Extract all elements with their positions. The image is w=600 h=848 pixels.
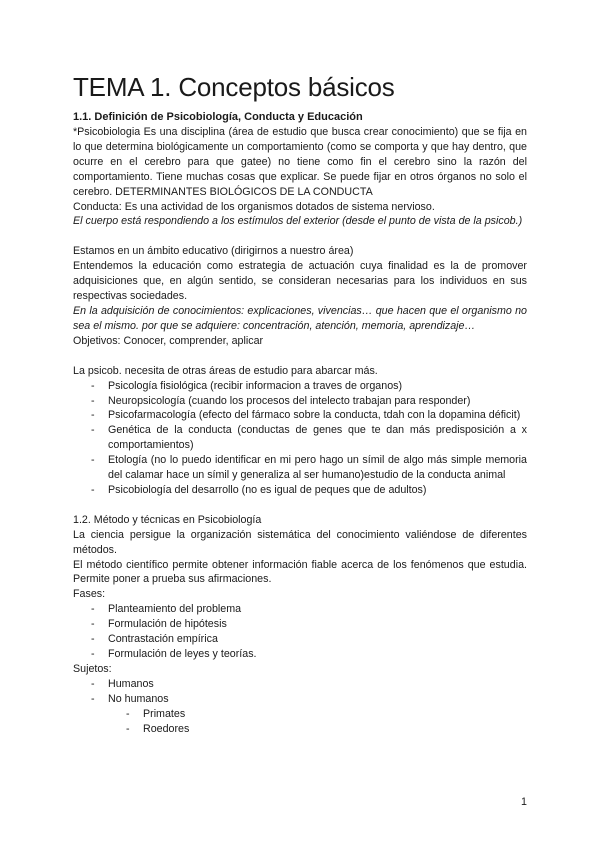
sujetos-list: [73, 677, 527, 737]
psicobiologia-definition: *Psicobiologia Es una disciplina (área de estudio que busca crear conocimiento) que se fija en lo que determina biológicamente un comportamiento (como se comporta y que hay dentro, que ocurre en el cerebro para que gatee) no tiene como fin el cerebro sino la razón del comportamiento. Tiene muchas cosas que explicar. Se puede fijar en otros órganos no solo el cerebro. DETERMINANTES BIOLÓGICOS DE LA CONDUCTA: [73, 126, 527, 198]
areas-list: [73, 379, 527, 498]
educacion-definition: Entendemos la educación como estrategia de actuación cuya finalidad es la de promover adquisiciones que, en algún sentido, se consideran necesarias para los individuos en sus respectivas sociedades.: [73, 260, 527, 303]
list-item: - Formulación de hipótesis: [73, 617, 527, 632]
ciencia-paragraph: La ciencia persigue la organización sistemática del conocimiento valiéndose de diferentes métodos.: [73, 528, 527, 556]
areas-intro: La psicob. necesita de otras áreas de estudio para abarcar más.: [73, 364, 378, 377]
conducta-note: El cuerpo está respondiendo a los estímulos del exterior (desde el punto de vista de la psicob.): [73, 215, 523, 228]
section-1: [73, 110, 527, 498]
list-item-label: No humanos: [108, 692, 169, 705]
metodo-paragraph: El método científico permite obtener información fiable acerca de los fenómenos que estudia. Permite poner a prueba sus afirmaciones.: [73, 558, 527, 586]
sujetos-label: Sujetos:: [73, 662, 112, 675]
fases-label: Fases:: [73, 588, 106, 601]
spacer: [73, 349, 527, 364]
list-item: - Contrastación empírica: [73, 632, 527, 647]
no-humanos-sublist: [108, 707, 527, 737]
list-item: - Etología (no lo puedo identificar en mi pero hago un símil de algo más simple memoria del calamar hace un símil y generaliza al ser humano)estudio de la conducta animal: [73, 453, 527, 483]
list-item: - Psicobiología del desarrollo (no es igual de peques que de adultos): [73, 483, 527, 498]
section-1-heading: 1.1. Definición de Psicobiología, Conducta y Educación: [73, 111, 363, 123]
section-2-heading: 1.2. Método y técnicas en Psicobiología: [73, 513, 262, 526]
spacer: [73, 229, 527, 244]
conducta-definition: Conducta: Es una actividad de los organismos dotados de sistema nervioso.: [73, 200, 435, 213]
spacer: [73, 498, 527, 513]
list-item: [73, 692, 527, 737]
page-number: 1: [521, 796, 527, 808]
educacion-intro: Estamos en un ámbito educativo (dirigirnos a nuestro área): [73, 245, 354, 258]
fases-list: [73, 602, 527, 662]
list-item: - Psicología fisiológica (recibir informacion a traves de organos): [73, 379, 527, 394]
educacion-note: En la adquisición de conocimientos: explicaciones, vivencias… que hacen que el organismo no sea el mismo. por que se adquiere: concentración, atención, memoria, aprendizaje…: [73, 304, 527, 332]
list-item: - Planteamiento del problema: [73, 602, 527, 617]
list-item: - Psicofarmacología (efecto del fármaco sobre la conducta, tdah con la dopamina déficit): [73, 408, 527, 423]
page-title: TEMA 1. Conceptos básicos: [73, 72, 395, 102]
section-2: [73, 513, 527, 737]
list-item: - Humanos: [73, 677, 527, 692]
objetivos: Objetivos: Conocer, comprender, aplicar: [73, 334, 264, 347]
list-item: - Formulación de leyes y teorías.: [73, 647, 527, 662]
list-item: - Neuropsicología (cuando los procesos del intelecto trabajan para responder): [73, 394, 527, 409]
list-item: - Roedores: [108, 722, 527, 737]
list-item: - Primates: [108, 707, 527, 722]
list-item: - Genética de la conducta (conductas de genes que te dan más predisposición a x comportamientos): [73, 423, 527, 453]
